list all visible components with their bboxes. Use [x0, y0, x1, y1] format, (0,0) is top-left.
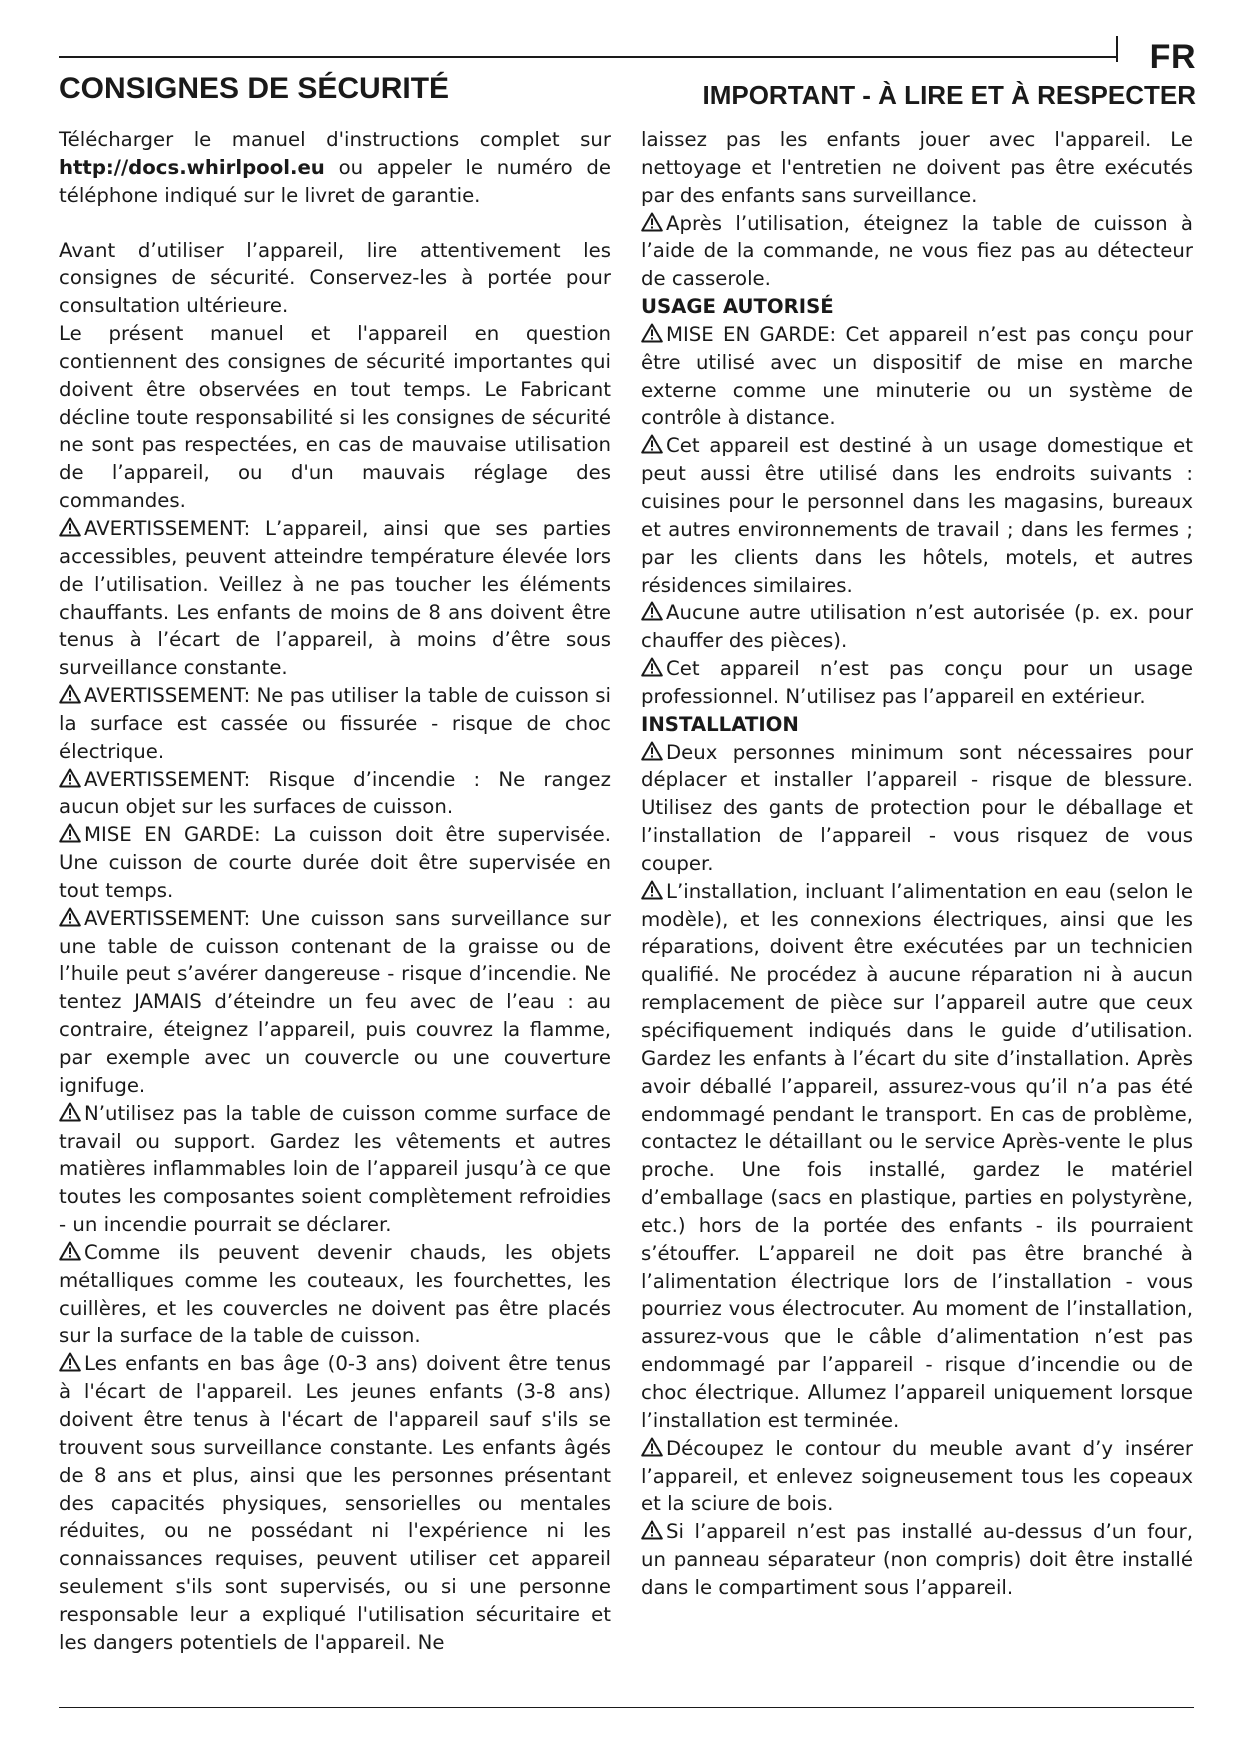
warning-qualified-technician [641, 878, 1193, 1435]
warning-hot-surfaces [59, 515, 611, 682]
warning-not-professional [641, 655, 1193, 711]
warning-triangle-icon [59, 1102, 81, 1122]
warning-text: Cet appareil est destiné à un usage domestique et peut aussi être utilisé dans les endroits suivants : cuisines pour le personnel dans les magasins, bureaux et autres environnements de travail ; dans les fermes ; par les clients dans les hôtels, motels, et autres résidences similaires. [641, 434, 1193, 597]
warning-text: Si l’appareil n’est pas installé au-dessus d’un four, un panneau séparateur (non compris) doit être installé dans le compartiment sous l’appareil. [641, 1520, 1193, 1599]
intro-text-2: ou appeler le numéro de téléphone indiqué sur le livret de garantie. [59, 155, 611, 207]
warning-text: Cet appareil n’est pas conçu pour un usage professionnel. N’utilisez pas l’appareil en extérieur. [641, 657, 1193, 708]
warning-switch-off [641, 210, 1193, 294]
spacer [59, 210, 611, 237]
warning-triangle-icon [641, 601, 663, 621]
warning-text: Deux personnes minimum sont nécessaires pour déplacer et installer l’appareil - risque de blessure. Utilisez des gants de protection pour le déballage et l’installation de l’appareil - vous risquez de vous couper. [641, 740, 1193, 875]
warning-triangle-icon [59, 684, 81, 704]
footer-rule [59, 1707, 1194, 1708]
warning-metal-objects [59, 1239, 611, 1350]
warning-text: L’installation, incluant l’alimentation en eau (selon le modèle), et les connexions électriques, ainsi que les réparations, doivent être exécutées par un technicien qualifié. Ne procédez à aucune réparation ni à aucun remplacement de pièce sur l’appareil autre que ceux spécifiquement indiqués dans le guide d’utilisation. Gardez les enfants à l’écart du site d’installation. Après avoir déballé l’appareil, assurez-vous qu’il n’a pas été endommagé pendant le transport. En cas de problème, contactez le détaillant ou le service Après-vente le plus proche. Une fois installé, gardez le matériel d’emballage (sacs en plastique, parties en polystyrène, etc.) hors de la portée des enfants - ils pourraient s’étouffer. L’appareil ne doit pas être branché à l’alimentation électrique lors de l’installation - vous pourriez vous électrocuter. Au moment de l’installation, assurez-vous que le câble d’alimentation n’est pas endommagé par l’appareil - risque d’incendie ou de choc électrique. Allumez l’appareil uniquement lorsque l’installation est terminée. [641, 879, 1193, 1432]
warning-supervised-cooking [59, 821, 611, 905]
warning-no-other-use [641, 599, 1193, 655]
warning-domestic-use [641, 432, 1193, 599]
warning-triangle-icon [641, 657, 663, 677]
warning-text: AVERTISSEMENT: Risque d’incendie : Ne rangez aucun objet sur les surfaces de cuisson. [59, 767, 611, 819]
left-column [59, 126, 611, 1657]
warning-separator-panel [641, 1518, 1193, 1602]
page-title: CONSIGNES DE SÉCURITÉ [59, 72, 450, 105]
warning-text: MISE EN GARDE: Cet appareil n’est pas conçu pour être utilisé avec un dispositif de mise en marche externe comme une minuterie ou un système de contrôle à distance. [641, 322, 1193, 430]
warning-triangle-icon [59, 907, 81, 927]
warning-text: MISE EN GARDE: La cuisson doit être supervisée. Une cuisson de courte durée doit être supervisée en tout temps. [59, 823, 611, 902]
warning-fire-storage [59, 766, 611, 822]
warning-cracked-surface [59, 682, 611, 766]
warning-children [59, 1350, 611, 1656]
section-heading-installation: INSTALLATION [641, 712, 799, 736]
warning-two-persons [641, 739, 1193, 878]
intro-text-1: Télécharger le manuel d'instructions complet sur [59, 128, 611, 151]
warning-work-surface [59, 1100, 611, 1239]
warning-text: AVERTISSEMENT: Ne pas utiliser la table de cuisson si la surface est cassée ou fissurée - risque de choc électrique. [59, 684, 611, 763]
warning-cut-out [641, 1435, 1193, 1519]
language-code: FR [1149, 38, 1196, 76]
manual-url-link[interactable]: http://docs.whirlpool.eu [59, 155, 325, 179]
warning-triangle-icon [641, 1520, 663, 1540]
warning-triangle-icon [59, 1352, 81, 1372]
intro-paragraph [59, 126, 611, 210]
warning-grease-fire [59, 905, 611, 1100]
paragraph-read-instructions: Avant d’utiliser l’appareil, lire attentivement les consignes de sécurité. Conservez-les à portée pour consultation ultérieure. [59, 238, 611, 318]
warning-text: Comme ils peuvent devenir chauds, les objets métalliques comme les couteaux, les fourchettes, les cuillères, et les couvercles ne doivent pas être placés sur la surface de la table de cuisson. [59, 1240, 611, 1348]
warning-triangle-icon [59, 823, 81, 843]
warning-triangle-icon [641, 741, 663, 761]
warning-external-timer [641, 321, 1193, 432]
warning-triangle-icon [59, 768, 81, 788]
warning-triangle-icon [641, 434, 663, 454]
right-column [641, 126, 1193, 1602]
warning-triangle-icon [59, 517, 81, 537]
warning-triangle-icon [59, 1241, 81, 1261]
warning-text: AVERTISSEMENT: Une cuisson sans surveillance sur une table de cuisson contenant de la graisse ou de l’huile peut s’avérer dangereuse - risque d’incendie. Ne tentez JAMAIS d’éteindre un feu avec de l’eau : au contraire, éteignez l’appareil, puis couvrez la flamme, par exemple avec un couvercle ou une couverture ignifuge. [59, 906, 611, 1097]
continued-paragraph: laissez pas les enfants jouer avec l'appareil. Le nettoyage et l'entretien ne doivent pas être exécutés par des enfants sans surveillance. [641, 128, 1193, 207]
warning-text: N’utilisez pas la table de cuisson comme surface de travail ou support. Gardez les vêtements et autres matières inflammables loin de l’appareil jusqu’à ce que toutes les composantes soient complètement refroidies - un incendie pourrait se déclarer. [59, 1101, 611, 1237]
paragraph-manufacturer: Le présent manuel et l'appareil en question contiennent des consignes de sécurité importantes qui doivent être observées en tout temps. Le Fabricant décline toute responsabilité si les consignes de sécurité ne sont pas respectées, en cas de mauvaise utilisation de l’appareil, ou d'un mauvais réglage des commandes. [59, 322, 611, 513]
warning-text: Aucune autre utilisation n’est autorisée (p. ex. pour chauffer des pièces). [641, 601, 1193, 653]
header-rule-tick [1116, 36, 1118, 62]
page-subtitle: IMPORTANT - À LIRE ET À RESPECTER [702, 80, 1196, 110]
warning-text: AVERTISSEMENT: L’appareil, ainsi que ses parties accessibles, peuvent atteindre température élevée lors de l’utilisation. Veillez à ne pas toucher les éléments chauffants. Les enfants de moins de 8 ans doivent être tenus à l’écart de l’appareil, à moins d’être sous surveillance constante. [59, 516, 611, 680]
warning-text: Après l’utilisation, éteignez la table de cuisson à l’aide de la commande, ne vous fiez pas au détecteur de casserole. [641, 211, 1193, 291]
header-rule [59, 56, 1117, 58]
section-heading-permitted-use: USAGE AUTORISÉ [641, 295, 834, 319]
warning-triangle-icon [641, 212, 663, 232]
warning-triangle-icon [641, 323, 663, 343]
warning-triangle-icon [641, 1437, 663, 1457]
warning-triangle-icon [641, 880, 663, 900]
warning-text: Les enfants en bas âge (0-3 ans) doivent être tenus à l'écart de l'appareil. Les jeunes enfants (3-8 ans) doivent être tenus à l'écart de l'appareil sauf s'ils se trouvent sous surveillance constante. Les enfants âgés de 8 ans et plus, ainsi que les personnes présentant des capacités physiques, sensorielles ou mentales réduites, ou ne possédant ni l'expérience ni les connaissances requises, peuvent utiliser cet appareil seulement s'ils sont supervisés, ou si une personne responsable leur a expliqué l'utilisation sécuritaire et les dangers potentiels de l'appareil. Ne [59, 1352, 611, 1654]
warning-text: Découpez le contour du meuble avant d’y insérer l’appareil, et enlevez soigneusement tous les copeaux et la sciure de bois. [641, 1436, 1193, 1516]
